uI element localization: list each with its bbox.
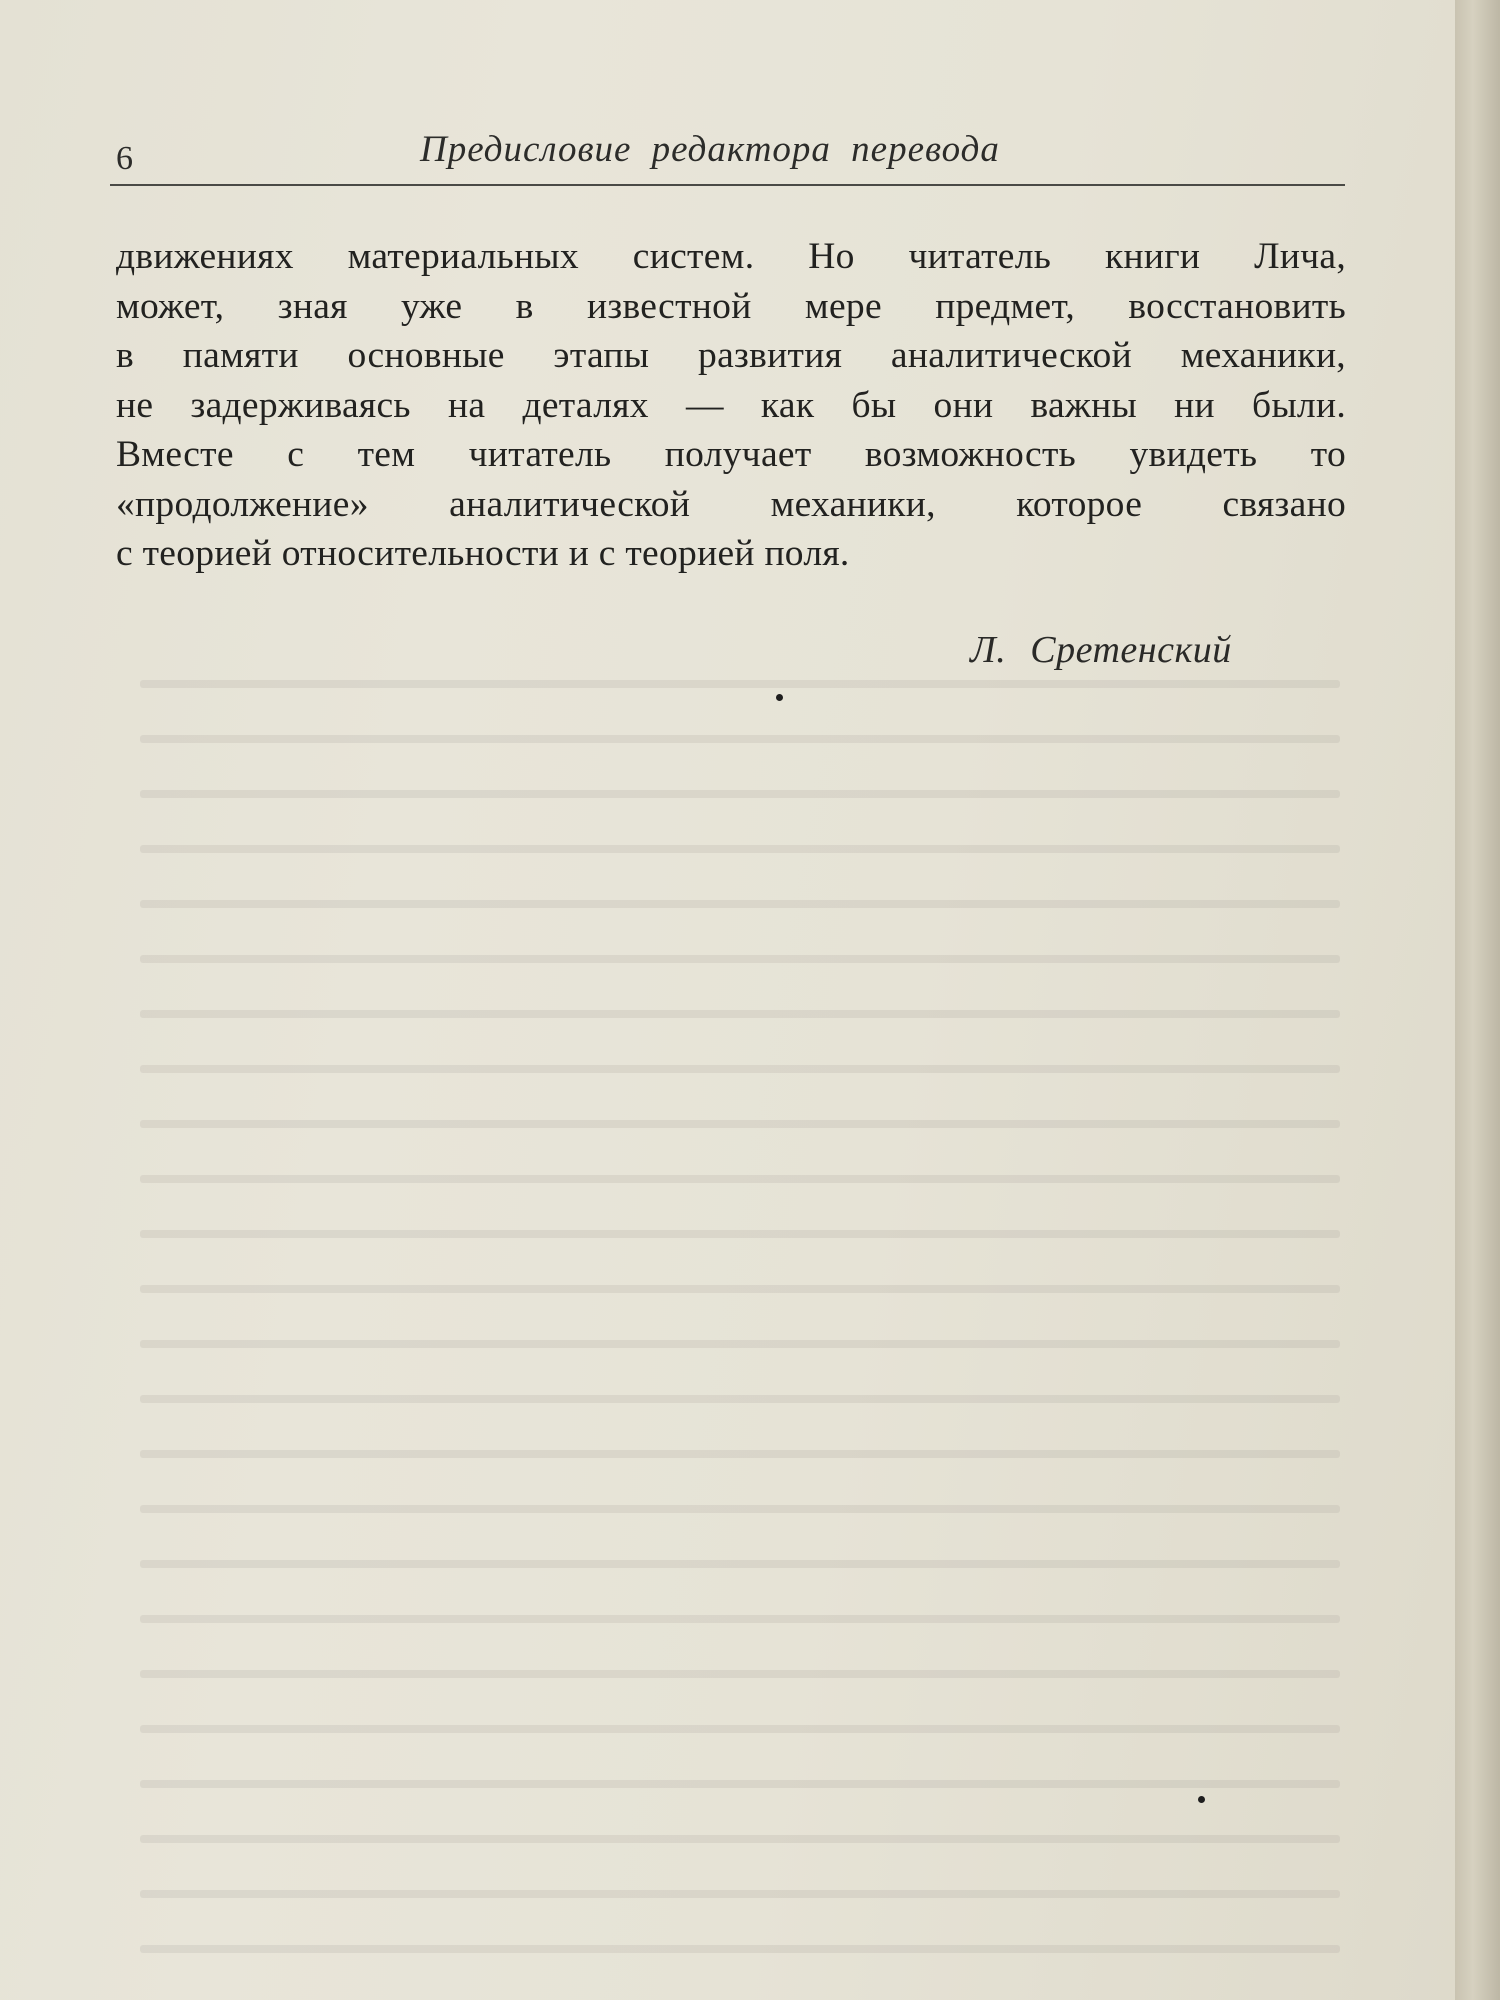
show-through-mark <box>140 735 1340 743</box>
page-edge <box>1455 0 1500 2000</box>
show-through-mark <box>140 1285 1340 1293</box>
show-through-mark <box>140 1395 1340 1403</box>
show-through-mark <box>140 790 1340 798</box>
show-through-mark <box>140 1725 1340 1733</box>
show-through-mark <box>140 1835 1340 1843</box>
body-paragraph <box>116 232 1346 579</box>
author-signature: Л. Сретенский <box>970 629 1232 671</box>
ink-speck <box>1198 1796 1205 1803</box>
show-through-mark <box>140 1120 1340 1128</box>
show-through-mark <box>140 1890 1340 1898</box>
show-through-mark <box>140 1505 1340 1513</box>
show-through-mark <box>140 1780 1340 1788</box>
show-through-mark <box>140 845 1340 853</box>
text-line: не задерживаясь на деталях — как бы они важны ни были. <box>116 384 1346 426</box>
text-line: с теорией относительности и с теорией поля. <box>116 533 850 574</box>
show-through-mark <box>140 1670 1340 1678</box>
show-through-mark <box>140 1010 1340 1018</box>
running-head <box>110 122 1345 186</box>
show-through-mark <box>140 1340 1340 1348</box>
show-through-mark <box>140 1560 1340 1568</box>
running-title: Предисловие редактора перевода <box>420 129 1000 170</box>
text-line: в памяти основные этапы развития аналитической механики, <box>116 335 1346 376</box>
show-through-mark <box>140 955 1340 963</box>
show-through-mark <box>140 1945 1340 1953</box>
show-through-mark <box>140 900 1340 908</box>
ink-speck <box>776 694 783 701</box>
show-through-mark <box>140 1450 1340 1458</box>
text-line: «продолжение» аналитической механики, которое связано <box>116 483 1346 525</box>
show-through-mark <box>140 1175 1340 1183</box>
text-line: движениях материальных систем. Но читатель книги Лича, <box>116 236 1346 277</box>
show-through-mark <box>140 1230 1340 1238</box>
show-through-mark <box>140 1615 1340 1623</box>
show-through-mark <box>140 1065 1340 1073</box>
page-number: 6 <box>116 140 133 177</box>
text-line: Вместе с тем читатель получает возможность увидеть то <box>116 434 1346 475</box>
show-through-mark <box>140 680 1340 688</box>
text-line: может, зная уже в известной мере предмет, восстановить <box>116 285 1346 327</box>
